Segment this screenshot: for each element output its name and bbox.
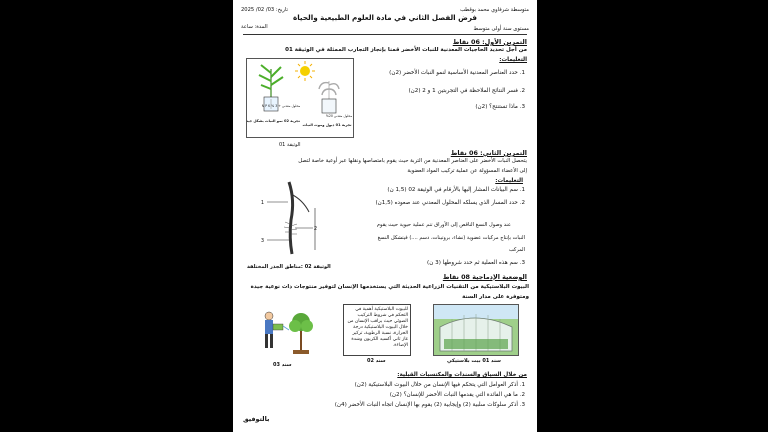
ex3-task-1: 1. أذكر العوامل التي يتحكم فيها الإنسان من خلال البيوت البلاستيكية (2ن)	[354, 382, 525, 388]
doc2-root-zones-figure	[261, 180, 323, 258]
school-name: متوسطة شرفاوي محمد بوقطب	[460, 7, 529, 13]
ex2-para-line1: عند وصول النسغ الناقص إلى الأوراق تتم عملية حيوية حيث يقوم	[376, 222, 511, 228]
plant-experiment-drawing	[247, 59, 353, 137]
ex2-intro-line1: يتحصل النبات الأخضر على العناصر المعدنية من التربة حيث يقوم بامتصاصها ونقلها عبر أوعية خاصة لتصل	[298, 158, 527, 164]
root-label-1: 1	[261, 200, 264, 206]
fig-note-2: محلول معدني 20%	[325, 114, 353, 118]
doc3-watering-image	[255, 306, 319, 356]
ex2-para-line2: النبات بإنتاج مركبات عضوية (نشاء، بروتينات، دسم ....) فيتشكل النسغ	[377, 235, 525, 241]
doc1-plant-experiment-figure	[246, 58, 354, 138]
exam-date: تاريخ: 03/ 02/ 2025	[241, 7, 288, 13]
fig-label-healthy: تجربة 02 نمو النبات بشكل جيد	[247, 119, 300, 123]
doc2-text-box: للبيوت البلاستيكية أهمية في التحكم في شروط التركيب الضوئي حيث يراقب الإنسان من خلال البيوت البلاستيكية درجة الحرارة، نسبة الرطوبة، تركيز غاز ثاني أكسيد الكربون وشدة الإضاءة.	[343, 304, 411, 356]
exam-title: فرض الفصل الثاني في مادة العلوم الطبيعية والحياة	[292, 13, 477, 22]
watering-drawing	[255, 306, 319, 356]
fig-label-wilted: تجربة 01 ذبول وموت النبات	[302, 123, 352, 127]
school-level: مستوى سنة أولى متوسط	[473, 26, 529, 32]
ex3-intro-line1: البيوت البلاستيكية من التقنيات الزراعية الحديثة التي يستخدمها الإنسان لتوفير منتوجات ذات نوعية جيدة	[250, 284, 529, 290]
exam-duration: المدة: ساعة	[241, 24, 268, 30]
ex1-q2: 2. فسر النتائج الملاحظة في التجربتين 1 و 2 (2ن)	[408, 88, 525, 94]
ex2-q2: 2. حدد المسار الذي يسلكه المحلول المعدني عند صعوده (1,5ن)	[375, 200, 525, 206]
ex3-task-label: من خلال السياق والسندات والمكتسبات القبلية:	[397, 372, 527, 378]
ex3-task-3: 3. أذكر سلوكات سلبية (2) وإيجابية (2) يقوم بها الإنسان اتجاه النبات الأخضر (4ن)	[334, 402, 525, 408]
doc1-greenhouse-caption: سند 01 بيت بلاستيكي	[447, 358, 501, 364]
root-label-3: 3	[261, 238, 264, 244]
ex2-instructions-label: التعليمات:	[495, 178, 523, 184]
footer-good-luck: بالتوفيق	[243, 415, 270, 423]
ex2-q3: 3. سم هذه العملية ثم حدد شروطها (3 ن)	[427, 260, 525, 266]
header-date-block	[241, 6, 288, 14]
ex3-task-2: 2. ما هي الفائدة التي يقدمها النبات الأخضر للإنسان؟ (2ن)	[389, 392, 525, 398]
sun-icon	[300, 66, 310, 76]
doc3-caption: سند 03	[273, 362, 292, 368]
doc2-caption: الوثيقة 02 :مناطق الجذر المختلفة	[247, 264, 331, 270]
wilted-plant-drawing	[319, 81, 339, 113]
ex3-intro-line2: ومتوفرة على مدار السنة	[462, 294, 529, 300]
ex2-q1: 1. سم البيانات المشار إليها بالأرقام في الوثيقة 02 (1,5 ن)	[387, 187, 525, 193]
ex3-title: الوضعية الإدماجية 08 نقاط	[442, 273, 527, 281]
ex1-q1: 1. حدد العناصر المعدنية الأساسية لنمو النبات الأخضر (2ن)	[389, 70, 525, 76]
ex2-para-line3: المركب	[508, 247, 525, 253]
ex1-title: التمرين الأول: 06 نقاط	[452, 38, 527, 46]
ex1-intro: من أجل تحديد الحاجيات المعدنية للنبات الأخضر قمنا بإنجاز التجارب الممثلة في الوثيقة 01	[285, 47, 527, 53]
header-divider	[243, 34, 527, 35]
exam-sheet	[233, 0, 537, 432]
doc1-greenhouse-image	[433, 304, 519, 356]
ex2-title: التمرين الثاني: 06 نقاط	[450, 149, 527, 157]
root-label-2: 2	[313, 226, 317, 232]
greenhouse-drawing	[434, 305, 518, 355]
doc2-caption-ex3: سند 02	[367, 358, 386, 364]
ex1-q3: 3. ماذا تستنتج؟ (2ن)	[475, 104, 525, 110]
ex2-intro-line2: إلى الأعضاء المسؤولة عن عملية تركيب المواد العضوية	[407, 168, 527, 174]
ex1-instructions-label: التعليمات:	[499, 57, 527, 63]
doc1-caption: الوثيقة 01	[279, 142, 301, 148]
root-drawing	[261, 180, 323, 258]
fig-note-1: محلول معدني + N P K % 3	[261, 104, 301, 108]
